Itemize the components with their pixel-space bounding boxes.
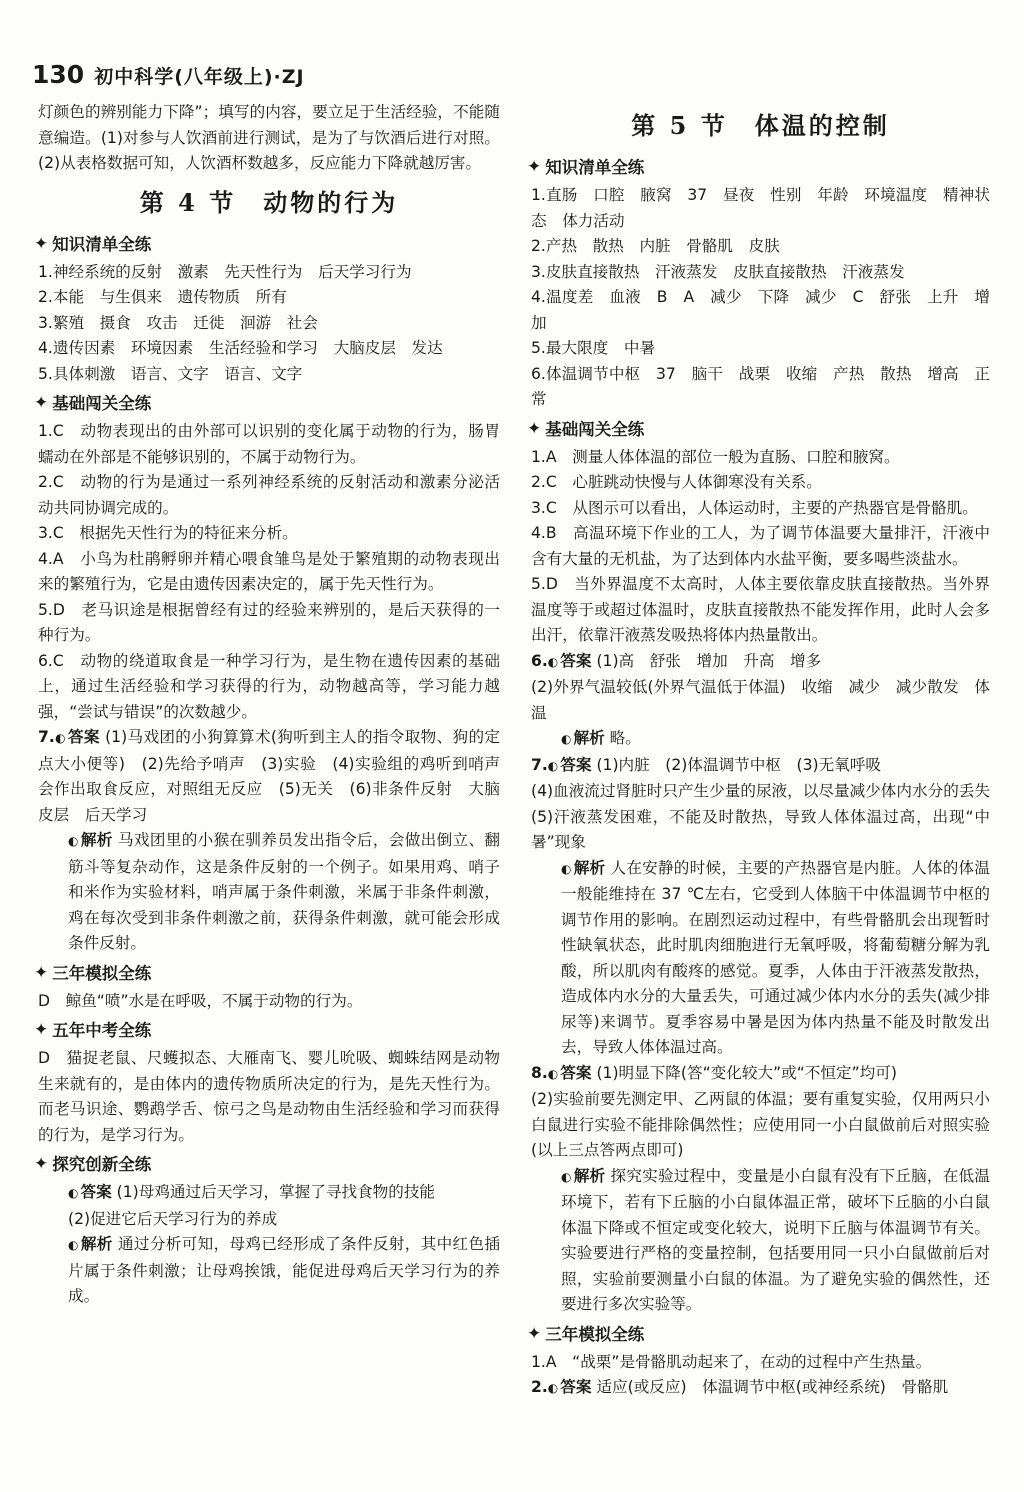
analysis-badge xyxy=(68,831,113,849)
star-icon: ✦ xyxy=(527,157,542,177)
list-item: 5.D 当外界温度不太高时，人体主要依靠皮肤直接散热。当外界温度等于或超过体温时，皮肤直接散热不能发挥作用，此时人会多出汗，依靠汗液蒸发吸热将体内热量散出。 xyxy=(531,575,990,644)
analysis-icon: ◐ xyxy=(68,834,79,848)
heading-explore xyxy=(34,1151,500,1178)
analysis-text: 马戏团里的小猴在驯养员发出指令后，会做出倒立、翻筋斗等复杂动作，这是条件反射的一个例子。如果用鸡、哨子和米作为实验材料，哨声属于条件刺激，米属于非条件刺激，鸡在每次受到非条件刺激之前，获得条件刺激，就可能会形成条件反射。 xyxy=(68,831,500,952)
list-item: 6.C 动物的绕道取食是一种学习行为，是生物在遗传因素的基础上，通过生活经验和学习获得的行为，动物越高等，学习能力越强，“尝试与错误”的次数越少。 xyxy=(38,651,500,721)
answer-label: 答案 xyxy=(560,651,592,670)
left-column xyxy=(34,100,500,1310)
analysis-badge xyxy=(561,729,605,747)
page-header xyxy=(32,60,305,90)
list-item: 5.最大限度 中暑 xyxy=(531,339,656,357)
star-icon: ✦ xyxy=(34,962,49,983)
list-item: 4.A 小鸟为杜鹃孵卵并精心喂食雏鸟是处于繁殖期的动物表现出来的繁殖行为，它是由遗传因素决定的，属于先天性行为。 xyxy=(38,549,500,593)
list-item: 2.C 心脏跳动快慢与人体御寒没有关系。 xyxy=(531,473,822,491)
list-item: 2.C 动物的行为是通过一系列神经系统的反射活动和激素分泌活动共同协调完成的。 xyxy=(38,473,500,517)
answer-badge xyxy=(548,1064,592,1082)
section-title-4: 第 4 节 动物的行为 xyxy=(139,187,399,217)
analysis-label: 解析 xyxy=(573,858,606,877)
list-item: 2.产热 散热 内脏 骨骼肌 皮肤 xyxy=(531,237,780,255)
list-item: 5.具体刺激 语言、文字 语言、文字 xyxy=(38,364,303,383)
heading-three-year xyxy=(34,960,500,987)
heading-label: 五年中考全练 xyxy=(52,1021,152,1040)
question-number: 8. xyxy=(531,1063,548,1082)
answer-icon: ◐ xyxy=(547,758,559,773)
heading-label: 基础闯关全练 xyxy=(545,419,645,439)
heading-label: 探究创新全练 xyxy=(52,1155,152,1174)
section-title-5: 第 5 节 体温的控制 xyxy=(631,111,890,140)
right-column xyxy=(527,100,1006,1402)
heading-label: 三年模拟全练 xyxy=(545,1324,645,1344)
list-item: 4.B 高温环境下作业的工人，为了调节体温要大量排汗，汗液中含有大量的无机盐，为了达到体内水盐平衡，要多喝些淡盐水。 xyxy=(531,524,990,568)
explore-answer xyxy=(38,1180,500,1207)
answer-text: 适应(或反应) 体温调节中枢(或神经系统) 骨骼肌 xyxy=(596,1378,949,1396)
analysis-icon: ◐ xyxy=(561,1169,572,1184)
question-8-answer-2: (2)实验前要先测定甲、乙两鼠的体温；要有重复实验，仅用两只小白鼠进行实验不能排除偶然性；应使用同一小白鼠做前后对照实验(以上三点答两点即可) xyxy=(531,1090,990,1159)
question-number: 7. xyxy=(38,728,55,746)
heading-basic xyxy=(34,390,500,417)
heading-label: 知识清单全练 xyxy=(52,234,152,254)
analysis-badge xyxy=(68,1235,113,1253)
answer-icon: ◐ xyxy=(547,1066,559,1081)
question-7-analysis xyxy=(38,828,500,957)
star-icon: ✦ xyxy=(34,1154,49,1174)
answer-badge xyxy=(548,652,592,670)
analysis-label: 解析 xyxy=(80,831,113,849)
question-number: 7. xyxy=(531,755,548,774)
list-item: 2.本能 与生俱来 遗传物质 所有 xyxy=(38,288,287,306)
heading-label: 三年模拟全练 xyxy=(52,963,152,983)
analysis-icon: ◐ xyxy=(561,861,572,876)
answer-text: (1)内脏 (2)体温调节中枢 (3)无氧呼吸 xyxy=(596,755,882,774)
list-item: D 猫捉老鼠、尺蠖拟态、大雁南飞、婴儿吮吸、蜘蛛结网是动物生来就有的，是由体内的遗传物质所决定的行为，是先天性行为。而老马识途、鹦鹉学舌、惊弓之鸟是动物由生活经验和学习而获得的行为，是学习行为。 xyxy=(38,1049,500,1144)
list-item: 1.直肠 口腔 腋窝 37 昼夜 性别 年龄 环境温度 精神状态 体力活动 xyxy=(531,186,990,230)
star-icon: ✦ xyxy=(34,393,49,413)
answer-badge xyxy=(55,728,100,746)
list-item: 1.神经系统的反射 激素 先天性行为 后天学习行为 xyxy=(38,262,412,281)
heading-label: 基础闯关全练 xyxy=(52,394,152,413)
answer-label: 答案 xyxy=(560,1378,592,1396)
analysis-label: 解析 xyxy=(573,729,605,747)
answer-icon: ◐ xyxy=(68,1186,79,1200)
list-item: 4.遗传因素 环境因素 生活经验和学习 大脑皮层 发达 xyxy=(38,339,443,357)
explore-analysis xyxy=(38,1232,500,1310)
heading-knowledge-list xyxy=(34,231,500,258)
analysis-text: 略。 xyxy=(609,729,641,747)
star-icon: ✦ xyxy=(34,233,49,254)
question-7-analysis xyxy=(531,856,990,1061)
answer-text: (1)母鸡通过后天学习，掌握了寻找食物的技能 xyxy=(116,1183,436,1201)
answer-badge xyxy=(548,1378,592,1396)
question-8-analysis xyxy=(531,1164,990,1318)
intro-paragraph: 灯颜色的辨别能力下降”；填写的内容，要立足于生活经验，不能随意编造。(1)对参与人饮酒前进行测试，是为了与饮酒后进行对照。(2)从表格数据可知，人饮酒杯数越多，反应能力下降就越厉害。 xyxy=(38,103,500,172)
analysis-badge xyxy=(561,859,605,877)
question-number: 6. xyxy=(531,651,548,670)
list-item: 3.繁殖 摄食 攻击 迁徙 洄游 社会 xyxy=(38,313,318,332)
analysis-text: 通过分析可知，母鸡已经形成了条件反射，其中红色插片属于条件刺激；让母鸡挨饿，能促进母鸡后天学习行为的养成。 xyxy=(68,1235,500,1305)
list-item: 6.体温调节中枢 37 脑干 战栗 收缩 产热 散热 增高 正常 xyxy=(531,364,990,408)
page-number: 130 xyxy=(32,60,85,89)
analysis-badge xyxy=(561,1167,605,1185)
question-8-answer xyxy=(531,1061,990,1088)
list-item: 4.温度差 血液 B A 减少 下降 减少 C 舒张 上升 增加 xyxy=(531,288,990,332)
analysis-label: 解析 xyxy=(80,1235,113,1253)
answer-label: 答案 xyxy=(560,1063,592,1082)
heading-five-year xyxy=(34,1017,500,1044)
answer-label: 答案 xyxy=(67,728,100,746)
question-6-analysis xyxy=(531,726,990,753)
list-item: 5.D 老马识途是根据曾经有过的经验来辨别的，是后天获得的一种行为。 xyxy=(38,600,500,644)
answer-text: (1)马戏团的小狗算算术(狗听到主人的指令取物、狗的定点大小便等) (2)先给予哨声 (3)实验 (4)实验组的鸡听到哨声会作出取食反应，对照组无反应 (5)无关 (6)非条件反射 大脑皮层 后天学习 xyxy=(38,728,500,824)
answer-badge xyxy=(548,756,592,774)
question-7-answer xyxy=(531,753,990,780)
heading-basic xyxy=(527,416,990,443)
list-item: 1.C 动物表现出的由外部可以识别的变化属于动物的行为，肠胃蠕动在外部是不能够识别的，不属于动物行为。 xyxy=(38,422,500,466)
star-icon: ✦ xyxy=(34,1020,49,1040)
question-7-answer-2: (4)血液流过肾脏时只产生少量的尿液，以尽量减少体内水分的丢失 (5)汗液蒸发困难，不能及时散热，导致人体体温过高，出现“中暑”现象 xyxy=(531,782,1006,851)
heading-label: 知识清单全练 xyxy=(545,158,645,177)
list-item: 3.皮肤直接散热 汗液蒸发 皮肤直接散热 汗液蒸发 xyxy=(531,262,905,281)
mock-2-answer xyxy=(531,1375,990,1402)
analysis-label: 解析 xyxy=(573,1166,606,1185)
question-6-answer-2: (2)外界气温较低(外界气温低于体温) 收缩 减少 减少散发 体温 xyxy=(531,678,990,722)
answer-text: (1)明显下降(答“变化较大”或“不恒定”均可) xyxy=(596,1063,897,1082)
answer-icon: ◐ xyxy=(54,731,66,745)
answer-icon: ◐ xyxy=(547,654,559,669)
explore-answer-2: (2)促进它后天学习行为的养成 xyxy=(68,1209,278,1228)
book-title: 初中科学(八年级上)·ZJ xyxy=(94,66,305,88)
list-item: 3.C 从图示可以看出，人体运动时，主要的产热器官是骨骼肌。 xyxy=(531,498,978,517)
analysis-icon: ◐ xyxy=(561,732,572,746)
analysis-icon: ◐ xyxy=(68,1238,79,1252)
star-icon: ✦ xyxy=(527,418,542,439)
answer-label: 答案 xyxy=(560,755,592,774)
list-item: 1.A 测量人体体温的部位一般为直肠、口腔和腋窝。 xyxy=(531,447,900,466)
heading-knowledge-list xyxy=(527,154,990,181)
list-item: 3.C 根据先天性行为的特征来分析。 xyxy=(38,524,298,542)
answer-icon: ◐ xyxy=(547,1381,559,1395)
question-number: 2. xyxy=(531,1378,548,1396)
question-7-answer xyxy=(38,725,500,828)
question-6-answer xyxy=(531,649,990,676)
answer-text: (1)高 舒张 增加 升高 增多 xyxy=(596,651,822,670)
list-item: 1.A “战栗”是骨骼肌动起来了，在动的过程中产生热量。 xyxy=(531,1352,932,1371)
answer-badge xyxy=(68,1183,112,1201)
answer-label: 答案 xyxy=(80,1183,112,1201)
star-icon: ✦ xyxy=(527,1323,542,1344)
heading-three-year xyxy=(527,1321,990,1348)
list-item: D 鲸鱼“喷”水是在呼吸，不属于动物的行为。 xyxy=(38,991,363,1010)
analysis-text: 探究实验过程中，变量是小白鼠有没有下丘脑，在低温环境下，若有下丘脑的小白鼠体温正常，破坏下丘脑的小白鼠体温下降或不恒定或变化较大，说明下丘脑与体温调节有关。实验要进行严格的变量控制，包括要用同一只小白鼠做前后对照，实验前要测量小白鼠的体温。为了避免实验的偶然性，还要进行多次实验等。 xyxy=(561,1166,990,1313)
analysis-text: 人在安静的时候，主要的产热器官是内脏。人体的体温一般能维持在 37 ℃左右，它受到人体脑干中体温调节中枢的调节作用的影响。在剧烈运动过程中，有些骨骼肌会出现暂时性缺氧状态，此时肌肉细胞进行无氧呼吸，将葡萄糖分解为乳酸，所以肌肉有酸疼的感觉。夏季，人体由于汗液蒸发散热，造成体内水分的大量丢失，可通过减少体内水分的丢失(减少排尿等)来调节。夏季容易中暑是因为体内热量不能及时散发出去，导致人体体温过高。 xyxy=(561,858,990,1056)
